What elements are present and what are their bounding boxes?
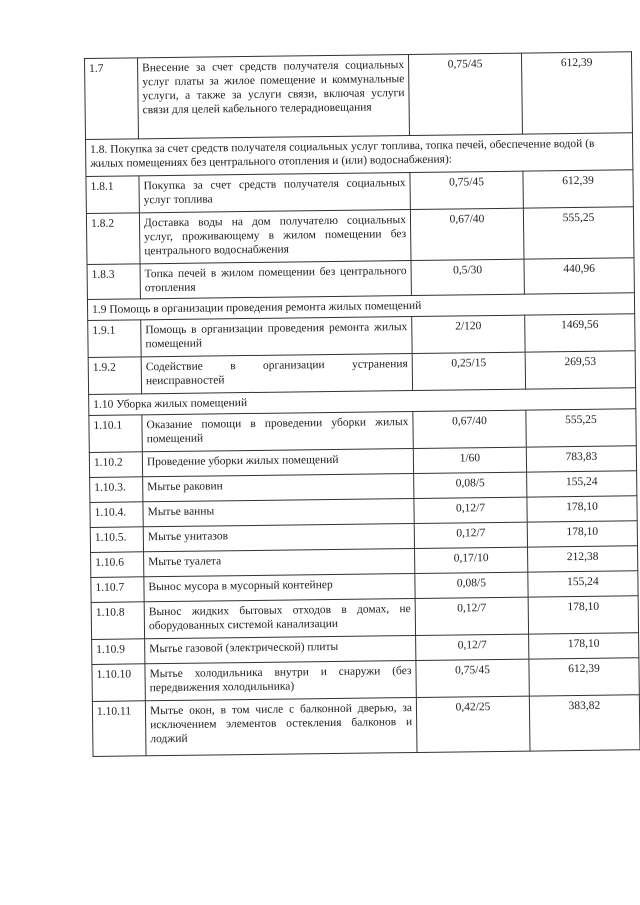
service-price: 212,38	[528, 546, 638, 572]
row-number: 1.8.2	[86, 213, 140, 265]
row-number: 1.9.1	[88, 320, 141, 358]
service-description: Оказание помощи в проведении уборки жилых помещений	[142, 412, 413, 452]
table-row	[86, 207, 634, 265]
time-norm: 0,08/5	[414, 472, 527, 498]
service-description: Мытье раковин	[143, 474, 414, 502]
service-description: Топка печей в жилом помещении без центрального отопления	[140, 261, 411, 299]
service-price: 178,10	[527, 521, 637, 547]
row-number: 1.10.10	[92, 664, 145, 702]
service-description: Вынос мусора в мусорный контейнер	[144, 573, 415, 601]
time-norm: 2/120	[412, 315, 525, 353]
service-description: Внесение за счет средств получателя социальных услуг платы за жилое помещение и коммунальные услуги, а также за услуги связи, включая услуги связи для целей кабельного телерадиовещания	[138, 55, 410, 139]
table-row	[85, 52, 633, 140]
time-norm: 0,08/5	[415, 572, 528, 598]
time-norm: 0,75/45	[416, 659, 529, 697]
service-description: Мытье газовой (электрической) плиты	[145, 635, 416, 663]
service-price: 383,82	[529, 695, 640, 751]
service-description: Покупка за счет средств получателя социальных услуг топлива	[139, 173, 410, 213]
time-norm: 0,17/10	[415, 547, 528, 573]
row-number: 1.10.8	[91, 602, 144, 640]
time-norm: 0,12/7	[414, 497, 527, 523]
service-price: 440,96	[524, 258, 634, 294]
row-number: 1.7	[85, 58, 139, 140]
service-description: Мытье туалета	[144, 548, 415, 576]
service-description: Мытье окон, в том числе с балконной дверью, за исключением элементов остекления балконов и лоджий	[145, 697, 417, 755]
service-description: Доставка воды на дом получателю социальных услуг, проживающему в жилом помещении без центрального водоснабжения	[139, 210, 411, 264]
section-heading: 1.10 Уборка жилых помещений	[89, 388, 636, 416]
row-number: 1.10.1	[89, 415, 142, 453]
row-number: 1.10.5.	[90, 527, 143, 553]
service-price: 155,24	[527, 471, 637, 497]
service-price: 612,39	[521, 52, 632, 134]
row-number: 1.10.4.	[90, 502, 143, 528]
section-heading: 1.9 Помощь в организации проведения ремонта жилых помещений	[87, 293, 634, 321]
service-description: Вынос жидких бытовых отходов в домах, не оборудованных системой канализации	[144, 598, 415, 638]
service-description: Мытье ванны	[143, 499, 414, 527]
section-heading: 1.8. Покупка за счет средств получателя социальных услуг топлива, топка печей, обеспечение водой (в жилых помещениях без центрального отопления и (или) водоснабжения):	[85, 133, 632, 177]
time-norm: 0,5/30	[411, 259, 524, 295]
service-description: Мытье холодильника внутри и снаружи (без передвижения холодильника)	[145, 660, 416, 700]
time-norm: 0,12/7	[416, 634, 529, 660]
table-row	[92, 695, 640, 757]
time-norm: 0,67/40	[413, 410, 526, 448]
row-number: 1.10.2	[89, 452, 142, 478]
time-norm: 0,12/7	[414, 522, 527, 548]
row-number: 1.10.9	[92, 639, 145, 665]
service-description: Помощь в организации проведения ремонта жилых помещений	[141, 317, 412, 357]
service-price: 155,24	[528, 571, 638, 597]
service-description: Проведение уборки жилых помещений	[142, 449, 413, 477]
row-number: 1.9.2	[88, 357, 141, 395]
service-price: 783,83	[526, 446, 636, 472]
row-number: 1.10.7	[91, 577, 144, 603]
time-norm: 0,75/45	[408, 53, 522, 135]
service-price: 269,53	[525, 351, 635, 389]
time-norm: 0,67/40	[410, 208, 524, 260]
service-price: 178,10	[528, 596, 638, 634]
service-price: 612,39	[529, 658, 639, 696]
service-description: Содействие в организации устранения неисправностей	[141, 354, 412, 394]
time-norm: 0,42/25	[416, 696, 530, 752]
service-price: 555,25	[523, 207, 634, 259]
time-norm: 0,12/7	[415, 597, 528, 635]
time-norm: 0,25/15	[412, 352, 525, 390]
service-description: Мытье унитазов	[143, 524, 414, 552]
row-number: 1.8.1	[86, 176, 139, 214]
service-price: 178,10	[529, 633, 639, 659]
time-norm: 1/60	[413, 447, 526, 473]
service-price: 555,25	[526, 409, 636, 447]
row-number: 1.8.3	[87, 264, 140, 300]
services-table	[84, 51, 640, 757]
service-price: 178,10	[527, 496, 637, 522]
time-norm: 0,75/45	[410, 171, 523, 209]
row-number: 1.10.6	[91, 552, 144, 578]
service-price: 612,39	[523, 170, 633, 208]
row-number: 1.10.3.	[90, 477, 143, 503]
row-number: 1.10.11	[92, 701, 146, 757]
service-price: 1469,56	[525, 314, 635, 352]
